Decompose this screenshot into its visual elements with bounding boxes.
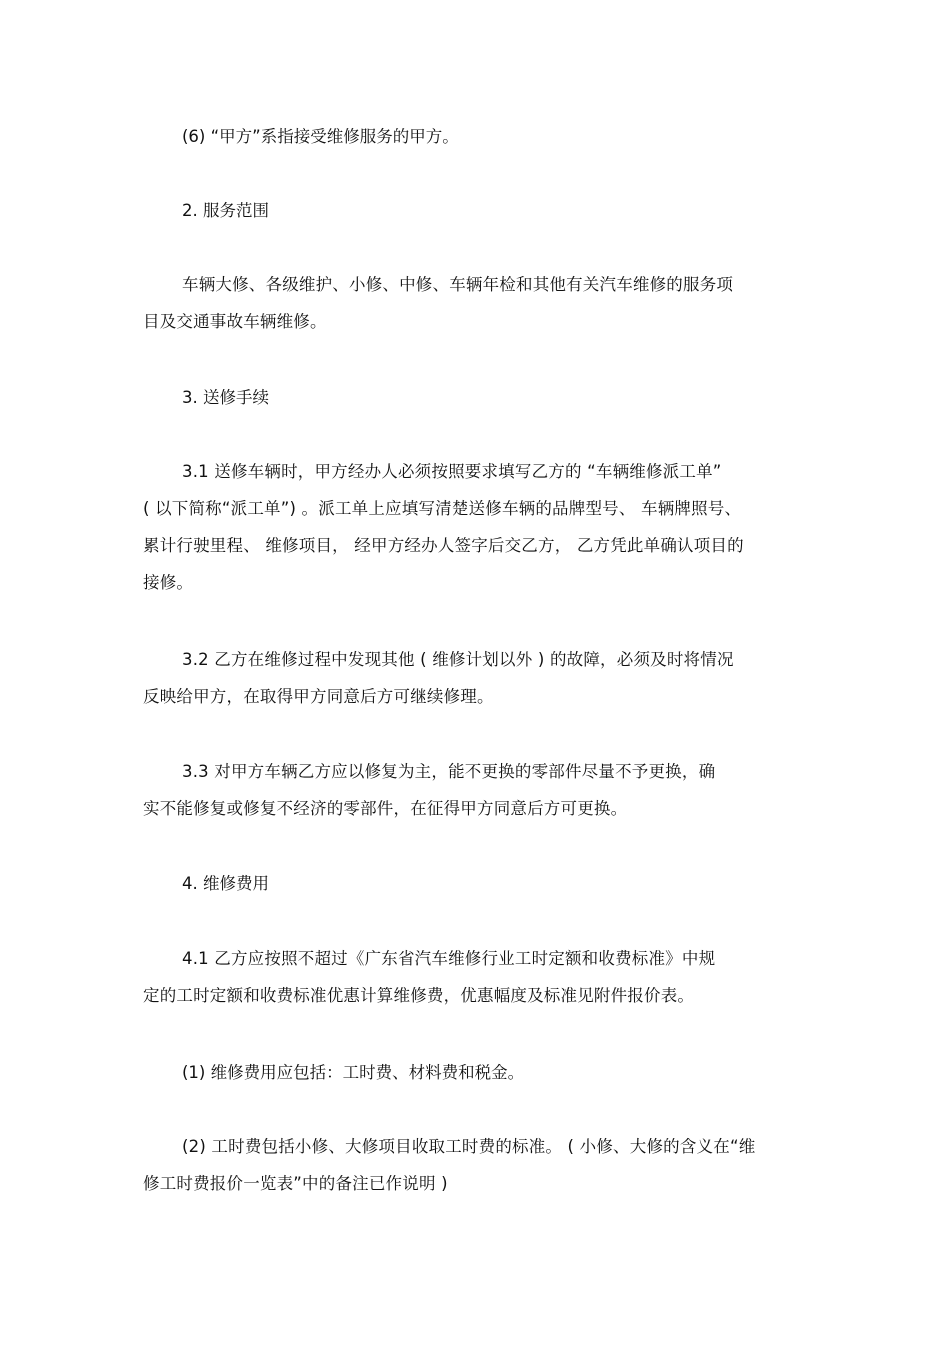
- clause-3-3: [143, 753, 808, 827]
- paragraph-line: 2. 服务范围: [182, 201, 269, 220]
- clause-4-1-item-1: [182, 1058, 524, 1088]
- paragraph-line: 车辆大修、各级维护、小修、中修、车辆年检和其他有关汽车维修的服务项: [182, 275, 734, 294]
- section-2-body: [143, 266, 808, 340]
- paragraph-line: 定的工时定额和收费标准优惠计算维修费，优惠幅度及标准见附件报价表。: [143, 986, 695, 1005]
- paragraph-line: 接修。: [143, 573, 194, 592]
- clause-4-1: [143, 940, 808, 1014]
- paragraph-line: (2) 工时费包括小修、大修项目收取工时费的标准。 ( 小修、大修的含义在“维: [182, 1137, 756, 1156]
- paragraph-line: 3.2 乙方在维修过程中发现其他 ( 维修计划以外 ) 的故障，必须及时将情况: [182, 650, 734, 669]
- paragraph-line: 修工时费报价一览表”中的备注已作说明 ): [143, 1174, 448, 1193]
- paragraph-line: 目及交通事故车辆维修。: [143, 312, 327, 331]
- clause-3-2: [143, 641, 808, 715]
- paragraph-line: 4. 维修费用: [182, 874, 269, 893]
- paragraph-line: 3.1 送修车辆时，甲方经办人必须按照要求填写乙方的 “车辆维修派工单”: [182, 462, 722, 481]
- paragraph-line: (1) 维修费用应包括：工时费、材料费和税金。: [182, 1063, 525, 1082]
- section-4-heading: [182, 869, 269, 899]
- paragraph-line: 4.1 乙方应按照不超过《广东省汽车维修行业工时定额和收费标准》中规: [182, 949, 716, 968]
- clause-4-1-item-2: [143, 1128, 808, 1202]
- paragraph-line: 累计行驶里程、 维修项目， 经甲方经办人签字后交乙方， 乙方凭此单确认项目的: [143, 536, 744, 555]
- clause-6-definition: [182, 122, 459, 152]
- paragraph-line: (6) “甲方”系指接受维修服务的甲方。: [182, 127, 459, 146]
- paragraph-line: 实不能修复或修复不经济的零部件，在征得甲方同意后方可更换。: [143, 799, 628, 818]
- paragraph-line: 3.3 对甲方车辆乙方应以修复为主，能不更换的零部件尽量不予更换，确: [182, 762, 716, 781]
- paragraph-line: 反映给甲方，在取得甲方同意后方可继续修理。: [143, 687, 494, 706]
- section-3-heading: [182, 383, 269, 413]
- paragraph-line: ( 以下简称“派工单”) 。派工单上应填写清楚送修车辆的品牌型号、 车辆牌照号、: [143, 499, 742, 518]
- clause-3-1: [143, 453, 808, 601]
- paragraph-line: 3. 送修手续: [182, 388, 269, 407]
- section-2-heading: [182, 196, 269, 226]
